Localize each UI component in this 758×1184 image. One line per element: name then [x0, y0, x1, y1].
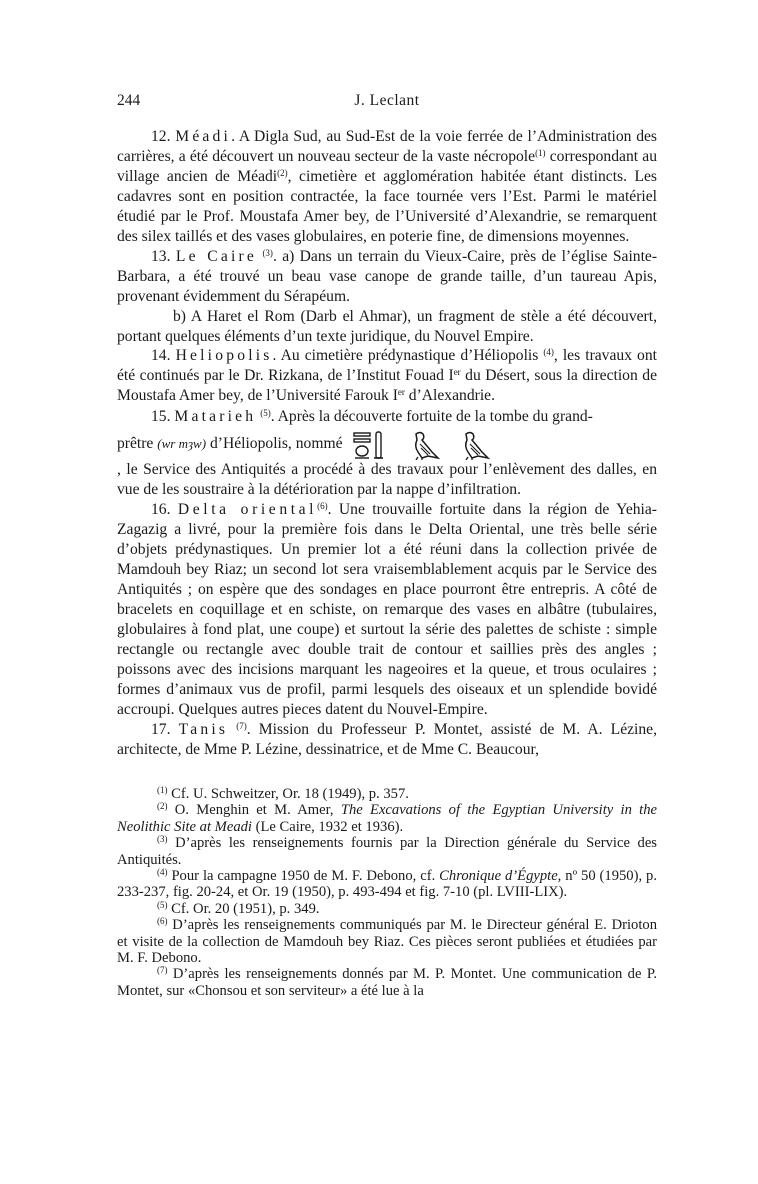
- footnote-4: [117, 868, 657, 901]
- footnote-mark: (7): [157, 965, 168, 976]
- hieroglyph-bird-icon: [458, 430, 492, 460]
- footnote-6: [117, 917, 657, 966]
- footnote-italic-title: The Excavations of the Egyptian University in the Neolithic Site at Meadi: [117, 802, 658, 835]
- footnote-ref[interactable]: (1): [535, 147, 546, 158]
- footnote-2: [117, 802, 657, 835]
- paragraph-13: [117, 247, 657, 307]
- paragraph-text: prêtre: [117, 435, 154, 453]
- paragraph-text: . A Digla Sud, au Sud-Est de la voie ferrée de l’Administration des carrières, a été découvert un nouveau secteur de la vaste nécropole: [117, 128, 657, 165]
- paragraph-text: . Une trouvaille fortuite dans la région de Yehia-Zagazig a livré, pour la première fois dans le Delta Oriental, une très belle série d’objets prédynastiques. Un premier lot a été réuni dans la collection privée de Mamdouh bey Riaz; un second lot sera vraisemblablement acquis par le Service des Antiquités ; on espère que des sondages en place pourront être entrepris. A côté de bracelets en coquillage et en schiste, on remarque des vases en albâtre (tubulaires, globulaires à fond plat, une coupe) et surtout la série des palettes de schiste : simple rectangle ou rectangle avec double trait de contour et saillies près des angles ; poissons avec des incisions marquant les nageoires et la queue, et trous oculaires ; formes d’animaux vus de profil, parmi lesquels des oiseaux et un splendide bovidé accroupi. Quelques autres pieces datent du Nouvel-Empire.: [117, 501, 657, 718]
- paragraph-text: , cimetière et agglomération habitée étant distincts. Les cadavres sont en position contractée, la face tournée vers l’Est. Parmi le matériel étudié par le Prof. Moustafa Amer bey, de l’Université d’Alexandrie, se remarquent des silex taillés et des vases globulaires, en poterie fine, de dimensions moyennes.: [117, 167, 657, 245]
- paragraph-13b: b) A Haret el Rom (Darb el Ahmar), un fragment de stèle a été découvert, portant quelques éléments d’un texte juridique, du Nouvel Empire.: [117, 307, 657, 345]
- paragraph-text: d’Alexandrie.: [404, 387, 495, 405]
- footnote-mark: (1): [157, 785, 168, 795]
- paragraph-text: . Au cimetière prédynastique d’Héliopolis: [272, 347, 539, 365]
- running-head: J. Leclant: [354, 92, 420, 109]
- paragraph-15-continued: , le Service des Antiquités a procédé à des travaux pour l’enlèvement des dalles, en vue de les soustraire à la détérioration par la nappe d’infiltration.: [117, 461, 657, 499]
- section-title: Matarieh: [174, 408, 257, 426]
- footnote-text: D’après les renseignements communiqués par M. le Directeur général E. Drioton et visite de la collection de Mamdouh bey Riaz. Ces pièces seront publiées et étudiées par M. F. Debono.: [117, 917, 657, 967]
- paragraph-number: 15.: [151, 408, 171, 426]
- footnote-text: nº 50 (1950), p. 233-237, fig. 20-24, et Or. 19 (1950), p. 493-494 et fig. 7-10 (pl. LVIII-LIX).: [117, 868, 658, 901]
- paragraph-15: [117, 406, 657, 428]
- footnote-3: [117, 835, 657, 868]
- footnote-mark: (5): [157, 899, 168, 910]
- footnote-7: [117, 966, 657, 999]
- footnote-ref[interactable]: (2): [277, 167, 288, 178]
- section-title: Tanis: [178, 720, 229, 738]
- footnote-mark: (4): [157, 867, 168, 878]
- footnote-text: (Le Caire, 1932 et 1936).: [251, 818, 404, 835]
- footnote-ref[interactable]: (5): [260, 408, 271, 419]
- paragraph-14: [117, 346, 657, 406]
- footnotes: [117, 786, 657, 999]
- paragraph-text: . a) Dans un terrain du Vieux-Caire, près de l’église Sainte-Barbara, a été trouvé un beau vase canope de grande taille, d’un taureau Apis, provenant évidemment du Sérapéum.: [117, 247, 658, 305]
- footnote-text: D’après les renseignements donnés par M. P. Montet. Une communication de P. Montet, sur «Chonsou et son serviteur» a été lue à la: [117, 966, 657, 999]
- footnote-text: O. Menghin et M. Amer,: [167, 802, 341, 819]
- section-title: Méadi: [175, 128, 232, 145]
- footnote-5: [117, 901, 657, 917]
- footnote-mark: (2): [157, 801, 168, 812]
- paragraph-number: 17.: [151, 720, 171, 738]
- paragraph-text: du Désert, sous la direction de Moustafa Amer bey, de l’Université Farouk I: [117, 367, 657, 405]
- paragraph-text: . Mission du Professeur P. Montet, assisté de M. A. Lézine, architecte, de Mme P. Lézine, dessinatrice, et de Mme C. Beaucour,: [117, 720, 657, 758]
- hieroglyph-name-group-icon: [352, 430, 392, 460]
- footnote-ref[interactable]: (7): [236, 720, 247, 731]
- footnote-text: D’après les renseignements fournis par la Direction générale du Service des Antiquités.: [117, 835, 657, 868]
- hieroglyph-bird-icon: [408, 430, 442, 460]
- paragraph-number: 16.: [151, 501, 171, 519]
- italic-transliteration: (wr mȝw): [157, 436, 207, 452]
- paragraph-number: 13.: [151, 247, 171, 265]
- footnote-ref[interactable]: (3): [262, 247, 273, 258]
- paragraph-text: correspondant au village ancien de Méadi: [117, 147, 657, 185]
- section-title: Delta oriental: [177, 501, 318, 519]
- paragraph-text: . Après la découverte fortuite de la tombe du grand-: [270, 408, 593, 426]
- body-text: [117, 127, 657, 760]
- section-title: Heliopolis: [175, 347, 273, 365]
- hieroglyph-line: [117, 428, 657, 460]
- paragraph-number: 12.: [151, 128, 171, 145]
- superscript: er: [453, 367, 461, 378]
- footnote-text: Pour la campagne 1950 de M. F. Debono, cf.: [167, 868, 440, 885]
- paragraph-text: d’Héliopolis, nommé: [206, 435, 343, 453]
- paragraph-12: [117, 127, 657, 247]
- footnote-ref[interactable]: (4): [543, 347, 554, 358]
- footnote-1: [117, 786, 657, 802]
- section-title: Le Caire: [175, 247, 258, 265]
- footnote-text: Cf. Or. 20 (1951), p. 349.: [167, 900, 320, 917]
- footnote-mark: (3): [157, 834, 168, 845]
- page-number: 244: [117, 92, 141, 109]
- footnote-ref[interactable]: (6): [317, 501, 328, 512]
- paragraph-16: [117, 500, 657, 719]
- paragraph-17: [117, 720, 657, 760]
- footnote-text: Cf. U. Schweitzer, Or. 18 (1949), p. 357.: [167, 786, 409, 802]
- superscript: er: [397, 387, 405, 398]
- footnote-mark: (6): [157, 916, 168, 927]
- footnote-italic-title: Chronique d’Égypte,: [439, 868, 562, 885]
- page-header: [117, 92, 657, 114]
- paragraph-text: , les travaux ont été continués par le Dr. Rizkana, de l’Institut Fouad I: [117, 347, 657, 385]
- paragraph-number: 14.: [151, 347, 171, 365]
